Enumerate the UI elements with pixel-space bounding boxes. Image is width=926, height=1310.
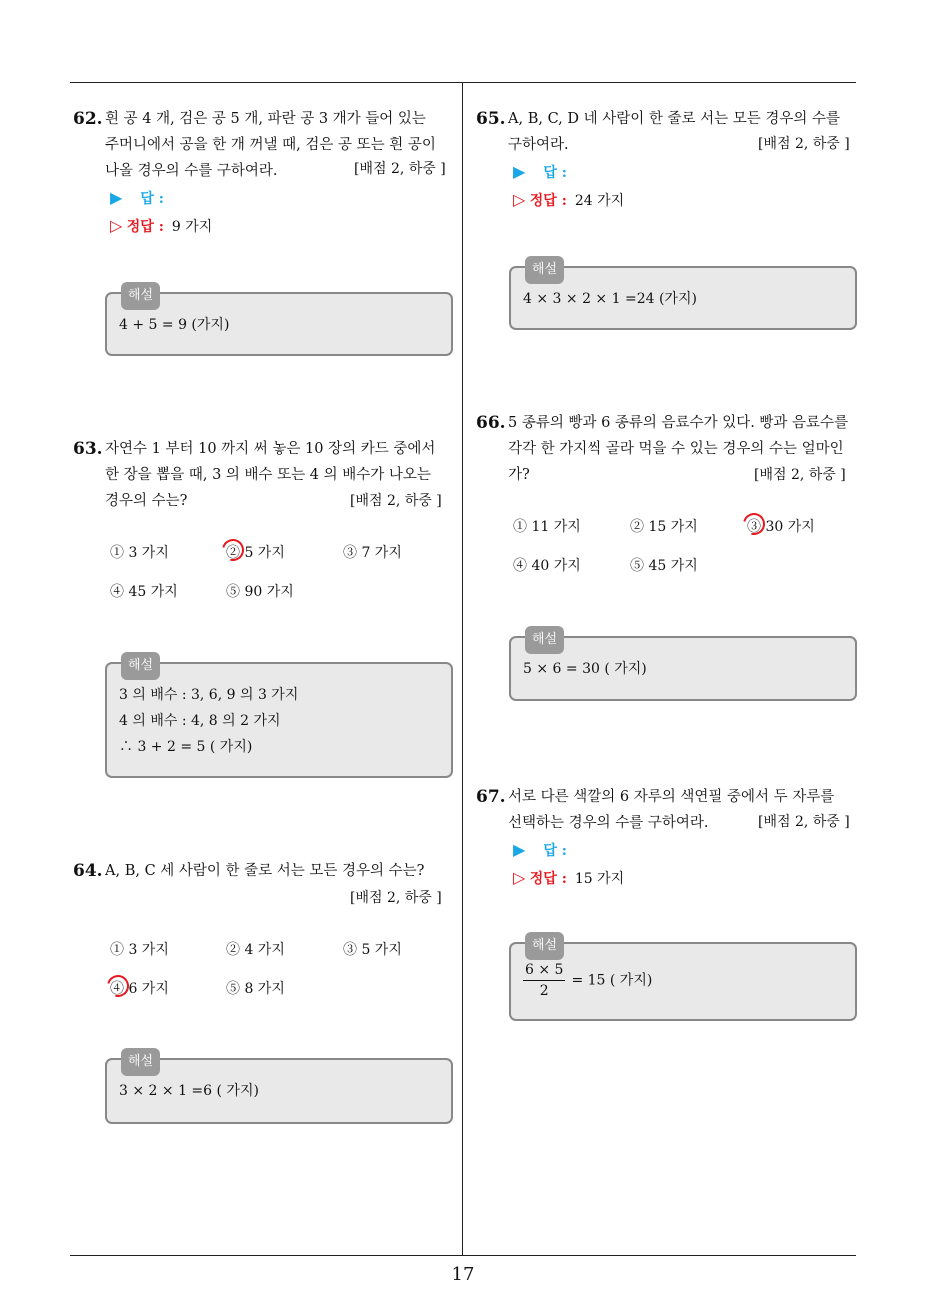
- explanation-tag: 해설: [525, 256, 564, 284]
- correct-label: 정답 :: [529, 871, 567, 887]
- explanation-box: [509, 632, 857, 701]
- correct-value: 9 가지: [171, 219, 213, 235]
- question-text: A, B, C 세 사람이 한 줄로 서는 모든 경우의 수는?: [105, 863, 425, 879]
- choice-5: ⑤ 8 가지: [226, 981, 285, 997]
- explanation-tag: 해설: [121, 1048, 160, 1076]
- choice-1: ① 11 가지: [513, 519, 581, 535]
- fraction-numerator: 6 × 5: [523, 960, 565, 981]
- choice-2: ② 5 가지: [226, 545, 285, 561]
- score-meta: [배점 2, 하중 ]: [758, 814, 850, 830]
- question-text: 선택하는 경우의 수를 구하여라.: [508, 815, 709, 831]
- correct-label: 정답 :: [126, 219, 164, 235]
- outline-play-icon: ▷: [513, 190, 526, 209]
- question-text: 가?: [508, 467, 530, 483]
- question-number: 63.: [73, 439, 103, 459]
- question-number: 67.: [476, 787, 506, 807]
- choice-3: ③ 5 가지: [343, 942, 402, 958]
- question-text: 각각 한 가지씩 골라 먹을 수 있는 경우의 수는 얼마인: [508, 441, 844, 457]
- explanation-tag: 해설: [121, 652, 160, 680]
- outline-play-icon: ▷: [110, 216, 123, 235]
- choice-4: ④ 45 가지: [110, 584, 178, 600]
- fraction: [523, 960, 565, 1001]
- answer-label: 답 :: [543, 843, 567, 859]
- explanation-box: [509, 262, 857, 330]
- choice-5: ⑤ 45 가지: [630, 558, 698, 574]
- play-icon: ▶: [513, 840, 526, 859]
- explanation-formula: [523, 960, 843, 1001]
- explanation-tag: 해설: [525, 626, 564, 654]
- choice-1: ① 3 가지: [110, 545, 169, 561]
- explanation-line: 4 + 5 = 9 (가지): [119, 317, 230, 333]
- choice-3: ③ 7 가지: [343, 545, 402, 561]
- question-text: 경우의 수는?: [105, 493, 188, 509]
- question-text: 흰 공 4 개, 검은 공 5 개, 파란 공 3 개가 들어 있는: [105, 111, 426, 127]
- question-text: 구하여라.: [508, 137, 569, 153]
- choice-4: ④ 6 가지: [110, 981, 169, 997]
- question-text: 주머니에서 공을 한 개 꺼낼 때, 검은 공 또는 흰 공이: [105, 137, 436, 153]
- top-rule: [70, 82, 856, 83]
- question-64: [73, 858, 458, 884]
- correct-line: [513, 868, 624, 888]
- answer-line: [513, 162, 567, 182]
- outline-play-icon: ▷: [513, 868, 526, 887]
- question-text: 자연수 1 부터 10 까지 써 놓은 10 장의 카드 중에서: [105, 441, 436, 457]
- score-meta: [배점 2, 하중 ]: [350, 890, 442, 906]
- fraction-denominator: 2: [539, 983, 549, 999]
- answer-line: [513, 840, 567, 860]
- choice-3: ③ 30 가지: [747, 519, 815, 535]
- correct-value: 24 가지: [574, 193, 625, 209]
- answer-label: 답 :: [543, 165, 567, 181]
- explanation-line: 5 × 6 = 30 ( 가지): [523, 661, 647, 677]
- question-number: 65.: [476, 109, 506, 129]
- column-divider: [462, 83, 463, 1255]
- explanation-box: [105, 1054, 453, 1124]
- question-text: 나올 경우의 수를 구하여라.: [105, 163, 278, 179]
- explanation-line: 4 × 3 × 2 × 1 =24 (가지): [523, 291, 697, 307]
- question-number: 64.: [73, 861, 103, 881]
- score-meta: [배점 2, 하중 ]: [758, 136, 850, 152]
- explanation-line: 3 의 배수 : 3, 6, 9 의 3 가지: [119, 687, 299, 703]
- correct-value: 15 가지: [574, 871, 625, 887]
- score-meta: [배점 2, 하중 ]: [354, 161, 446, 177]
- explanation-tag: 해설: [525, 932, 564, 960]
- explanation-result: = 15 ( 가지): [571, 972, 653, 989]
- bottom-rule: [70, 1255, 856, 1256]
- score-meta: [배점 2, 하중 ]: [350, 493, 442, 509]
- question-text: A, B, C, D 네 사람이 한 줄로 서는 모든 경우의 수를: [508, 111, 840, 127]
- answer-line: [110, 188, 164, 208]
- play-icon: ▶: [110, 188, 123, 207]
- choice-5: ⑤ 90 가지: [226, 584, 294, 600]
- explanation-box: [509, 938, 857, 1021]
- play-icon: ▶: [513, 162, 526, 181]
- question-text: 5 종류의 빵과 6 종류의 음료수가 있다. 빵과 음료수를: [508, 415, 849, 431]
- explanation-tag: 해설: [121, 282, 160, 310]
- explanation-line: 3 × 2 × 1 =6 ( 가지): [119, 1083, 259, 1099]
- correct-line: [513, 190, 624, 210]
- explanation-line: ∴ 3 + 2 = 5 ( 가지): [119, 739, 253, 755]
- explanation-line: 4 의 배수 : 4, 8 의 2 가지: [119, 713, 281, 729]
- correct-line: [110, 216, 212, 236]
- score-meta: [배점 2, 하중 ]: [754, 467, 846, 483]
- explanation-box: [105, 658, 453, 778]
- choice-4: ④ 40 가지: [513, 558, 581, 574]
- question-number: 66.: [476, 413, 506, 433]
- question-text: 한 장을 뽑을 때, 3 의 배수 또는 4 의 배수가 나오는: [105, 467, 431, 483]
- answer-label: 답 :: [140, 191, 164, 207]
- choice-2: ② 15 가지: [630, 519, 698, 535]
- correct-label: 정답 :: [529, 193, 567, 209]
- page-number: 17: [451, 1264, 475, 1285]
- question-text: 서로 다른 색깔의 6 자루의 색연필 중에서 두 자루를: [508, 789, 835, 805]
- question-number: 62.: [73, 109, 103, 129]
- choice-2: ② 4 가지: [226, 942, 285, 958]
- explanation-box: [105, 288, 453, 356]
- choice-1: ① 3 가지: [110, 942, 169, 958]
